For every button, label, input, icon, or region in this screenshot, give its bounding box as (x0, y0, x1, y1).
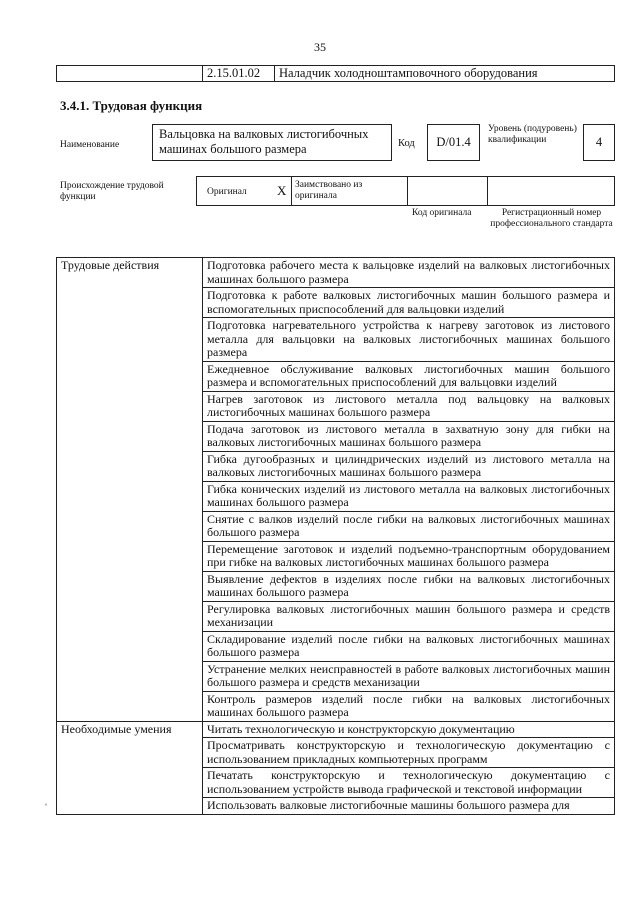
function-code: D/01.4 (427, 124, 480, 161)
labor-actions-label: Трудовые действия (57, 258, 203, 722)
labor-action-item-row (57, 258, 615, 288)
divider (407, 177, 408, 205)
labor-action-item: Гибка конических изделий из листового металла на валковых листогибочных машинах большого размера (203, 481, 615, 511)
labor-action-item: Подготовка к работе валковых листогибочных машин большого размера и вспомогательных приспособлений для вальцовки изделий (203, 288, 615, 318)
labor-action-item: Подготовка нагревательного устройства к нагреву заготовок из листового металла для вальцовки на валковых листогибочных машинах большого размера (203, 318, 615, 362)
code-label: Код (398, 138, 415, 149)
labor-action-item: Подготовка рабочего места к вальцовке изделий на валковых листогибочных машинах большого размера (203, 258, 615, 288)
profession-code-table (56, 65, 615, 82)
labor-action-item: Перемещение заготовок и изделий подъемно-транспортным оборудованием при гибке на валковых листогибочных машинах большого размера (203, 541, 615, 571)
labor-action-item: Подача заготовок из листового металла в захватную зону для гибки на валковых листогибочных машинах большого размера (203, 421, 615, 451)
level-value: 4 (583, 124, 615, 161)
skills-label: Необходимые умения (57, 721, 203, 814)
page-number: 35 (314, 40, 326, 54)
skill-item: Просматривать конструкторскую и технологическую документацию с использованием прикладных компьютерных программ (203, 738, 615, 768)
function-details-table (56, 257, 615, 815)
labor-action-item: Регулировка валковых листогибочных машин большого размера и средств механизации (203, 601, 615, 631)
origin-box (196, 176, 615, 206)
section-title: 3.4.1. Трудовая функция (60, 98, 203, 113)
labor-action-item: Снятие с валков изделий после гибки на валковых листогибочных машинах большого размера (203, 511, 615, 541)
profession-name: Наладчик холодноштамповочного оборудования (275, 66, 615, 82)
function-name: Вальцовка на валковых листогибочных машинах большого размера (152, 124, 392, 161)
labor-action-item: Выявление дефектов в изделиях после гибки на валковых листогибочных машинах большого размера (203, 571, 615, 601)
labor-action-item: Нагрев заготовок из листового металла под вальцовку на валковых листогибочных машинах большого размера (203, 391, 615, 421)
scan-mark: ˌ (44, 792, 48, 806)
original-label: Оригинал (207, 187, 247, 197)
borrowed-label: Заимствовано из оригинала (295, 180, 363, 201)
labor-action-item: Складирование изделий после гибки на валковых листогибочных машинах большого размера (203, 631, 615, 661)
name-label: Наименование (60, 140, 120, 150)
labor-action-item: Ежедневное обслуживание валковых листогибочных машин большого размера и вспомогательных приспособлений для вальцовки изделий (203, 361, 615, 391)
skill-item: Печатать конструкторскую и технологическую документацию с использованием устройств вывода графической и текстовой информации (203, 768, 615, 798)
skill-item-row (57, 721, 615, 738)
divider (487, 177, 488, 205)
divider (291, 177, 292, 205)
origin-label: Происхождение трудовой функции (60, 181, 164, 202)
profession-code: 2.15.01.02 (203, 66, 275, 82)
original-mark: X (277, 183, 287, 198)
skill-item: Использовать валковые листогибочные машины большого размера для (203, 798, 615, 815)
empty-cell (57, 66, 203, 82)
level-label: Уровень (подуровень) квалификации (488, 124, 577, 145)
labor-action-item: Устранение мелких неисправностей в работе валковых листогибочных машин большого размера и средств механизации (203, 661, 615, 691)
labor-action-item: Контроль размеров изделий после гибки на валковых листогибочных машинах большого размера (203, 691, 615, 721)
reg-number-label: Регистрационный номер профессионального стандарта (490, 208, 613, 229)
labor-action-item: Гибка дугообразных и цилиндрических изделий из листового металла на валковых листогибочных машинах большого размера (203, 451, 615, 481)
code-original-label: Код оригинала (412, 208, 472, 218)
skill-item: Читать технологическую и конструкторскую документацию (203, 721, 615, 738)
